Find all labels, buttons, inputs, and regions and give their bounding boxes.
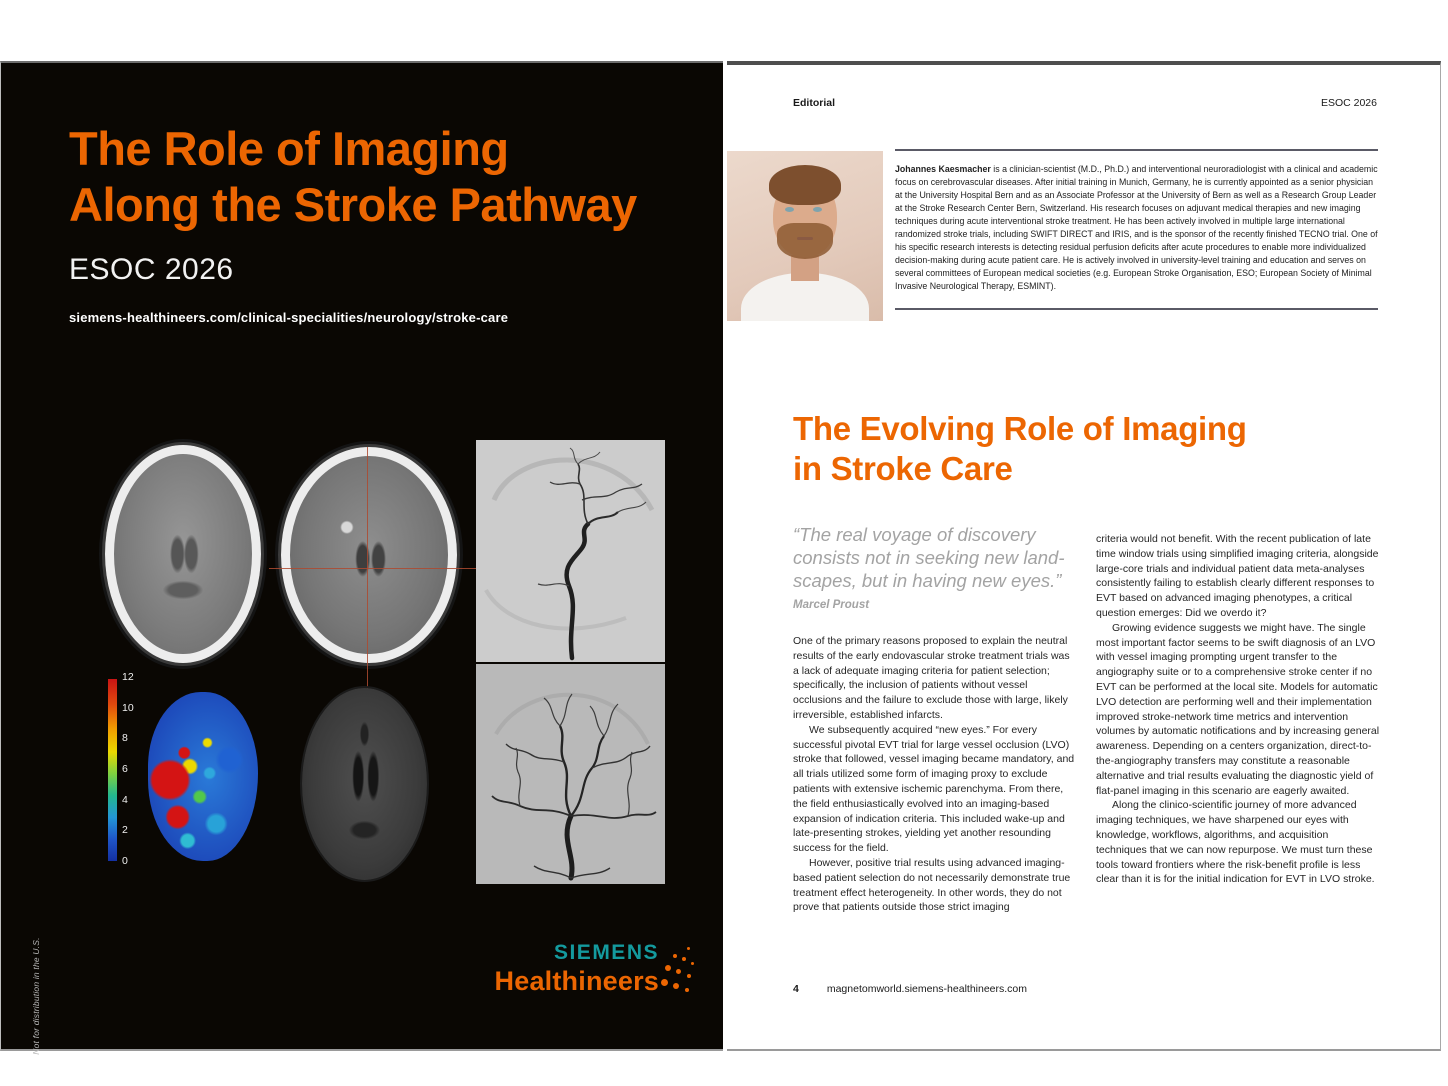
- perfusion-map-image: [148, 692, 258, 861]
- editorial-page: [727, 61, 1441, 1051]
- author-bio-text: is a clinician-scientist (M.D., Ph.D.) and interventional neuroradiologist with a clinical and academic focus on cerebrovascular diseases. After initial training in Munich, Germany, he is currently appointed as a senior physician at the University Hospital Bern and as an Associate Professor at the University of Bern as well as a Research Group Leader at the Stroke Research Center Bern, Switzerland. His research focuses on adjuvant medical therapies and new imaging techniques during acute interventional stroke treatment. He has been actively involved in multiple large international randomized stroke trials, including SWIFT DIRECT and IRIS, and is the sponsor of the recently finished TECNO trial. One of his specific research interests is detecting residual perfusion deficits after acute procedures to enable more individualized decision-making during acute patient care. He is actively involved in university-level training and education and serves on several committees of European medical societies (e.g. European Stroke Organisation, ESO; European Society of Minimal Invasive Neurological Therapy, ESMINT).: [895, 164, 1378, 291]
- portrait-beard: [777, 223, 833, 259]
- author-name: Johannes Kaesmacher: [895, 164, 991, 174]
- healthineers-wordmark: Healthineers: [494, 966, 659, 996]
- portrait-hair: [769, 165, 841, 205]
- author-photo: [727, 151, 883, 321]
- article-heading: [793, 409, 1247, 489]
- scale-label: 10: [122, 701, 134, 714]
- portrait-mouth: [797, 237, 813, 240]
- siemens-wordmark: SIEMENS: [553, 941, 659, 964]
- scale-label: 6: [122, 762, 128, 775]
- cover-event-label: ESOC 2026: [69, 253, 234, 286]
- bio-rule-bottom: [895, 308, 1378, 310]
- paragraph: criteria would not benefit. With the recent publication of late time window trials using simplified imaging criteria, alongside large-core trials and individual patient data meta-analyses consistently failing to establish clearly different responses to EVT based on advanced imaging phenotypes, a critical question emerges: Did we overdo it?: [1096, 533, 1379, 619]
- scale-label: 12: [122, 671, 134, 683]
- portrait-eye-left: [785, 207, 794, 212]
- cover-page: [0, 61, 723, 1055]
- pull-quote: [793, 523, 1064, 592]
- ct-scan-image-2: [281, 447, 457, 663]
- quote-attribution: Marcel Proust: [793, 599, 870, 611]
- cover-title-line2: Along the Stroke Pathway: [69, 178, 637, 231]
- crosshair-vertical-line: [367, 447, 368, 695]
- article-heading-line1: The Evolving Role of Imaging: [793, 410, 1247, 447]
- angiogram-vessels-lateral: [476, 440, 665, 662]
- scale-label: 8: [122, 732, 128, 745]
- pull-quote-line2: consists not in seeking new land-: [793, 547, 1065, 568]
- scale-label: 0: [122, 854, 128, 867]
- issue-label: ESOC 2026: [1320, 97, 1377, 109]
- pull-quote-line3: scapes, but in having new eyes.”: [793, 570, 1062, 591]
- page-number: 4: [793, 983, 799, 995]
- cover-title-line1: The Role of Imaging: [69, 122, 509, 175]
- dwi-mri-image: [302, 688, 427, 880]
- paragraph: Along the clinico-scientific journey of more advanced imaging techniques, we have sharpened our eyes with knowledge, workflows, algorithms, and acquisition techniques that we can now repurpose. We must turn these tools toward frontiers where the risk-benefit profile is less clear than it is for the initial indication for EVT in LVO stroke.: [1096, 799, 1375, 886]
- paragraph: We subsequently acquired “new eyes.” For every successful pivotal EVT trial for large vessel occlusion (LVO) stroke that followed, vessel imaging became mandatory, and all trials utilized some form of imaging proxy to exclude patients with extensive ischemic parenchyma. From there, the field enthusiastically evolved into an imaging-based expansion of indication criteria. This included wake-up and late-presenting strokes, yielding yet another resounding success for the field.: [793, 723, 1075, 855]
- section-kicker: Editorial: [793, 97, 836, 109]
- article-column-right: [1096, 532, 1380, 887]
- footer-site-url: magnetomworld.siemens-healthineers.com: [826, 983, 1028, 995]
- distribution-disclaimer: Not for distribution in the U.S.: [31, 937, 41, 1055]
- angiogram-lateral-image: [476, 440, 665, 662]
- article-heading-line2: in Stroke Care: [793, 450, 1013, 487]
- perfusion-scale-labels: [122, 671, 134, 867]
- angiogram-ap-image: [476, 664, 665, 884]
- perfusion-color-scale: [108, 679, 117, 861]
- healthineers-dots-icon: [661, 945, 699, 1001]
- page-footer: [793, 983, 1027, 995]
- cover-url: siemens-healthineers.com/clinical-specialities/neurology/stroke-care: [69, 310, 509, 325]
- siemens-healthineers-logo: [495, 941, 659, 997]
- article-column-left: [793, 634, 1077, 915]
- scale-label: 4: [122, 793, 128, 806]
- paragraph: However, positive trial results using advanced imaging-based patient selection do not necessarily demonstrate true treatment effect heterogeneity. In other words, they do not prove that patients outside those strict imaging: [793, 856, 1071, 914]
- ct-scan-image-1: [105, 445, 261, 663]
- scale-label: 2: [122, 824, 128, 837]
- paragraph: One of the primary reasons proposed to explain the neutral results of the early endovascular stroke treatment trials was a lack of adequate imaging criteria for patient selection; specifically, the inclusion of patients without vessel occlusions and the failure to exclude those with large, likely irreversible, established infarcts.: [793, 635, 1070, 721]
- pull-quote-line1: “The real voyage of discovery: [793, 524, 1036, 545]
- angiogram-vessels-ap: [476, 664, 665, 884]
- paragraph: Growing evidence suggests we might have. The single most important factor seems to be swift diagnosis of an LVO with vessel imaging prompting urgent transfer to the angiography suite or to a comprehensive stroke center if no EVT can be performed at the local site. Models for automatic LVO detection are performing well and their implementation improved stroke-network time metrics and intervention volumes by automatic notifications and by increasing general awareness. Depending on a centers organization, direct-to-the-angiography transfers may constitute a reasonable alternative and trial results evaluating the diagnostic yield of flat-panel imaging in this scenario are eagerly awaited.: [1096, 621, 1380, 797]
- author-bio: [895, 163, 1379, 293]
- cover-title: [69, 121, 637, 233]
- crosshair-horizontal-line: [269, 568, 479, 569]
- bio-rule-top: [895, 149, 1378, 151]
- portrait-eye-right: [813, 207, 822, 212]
